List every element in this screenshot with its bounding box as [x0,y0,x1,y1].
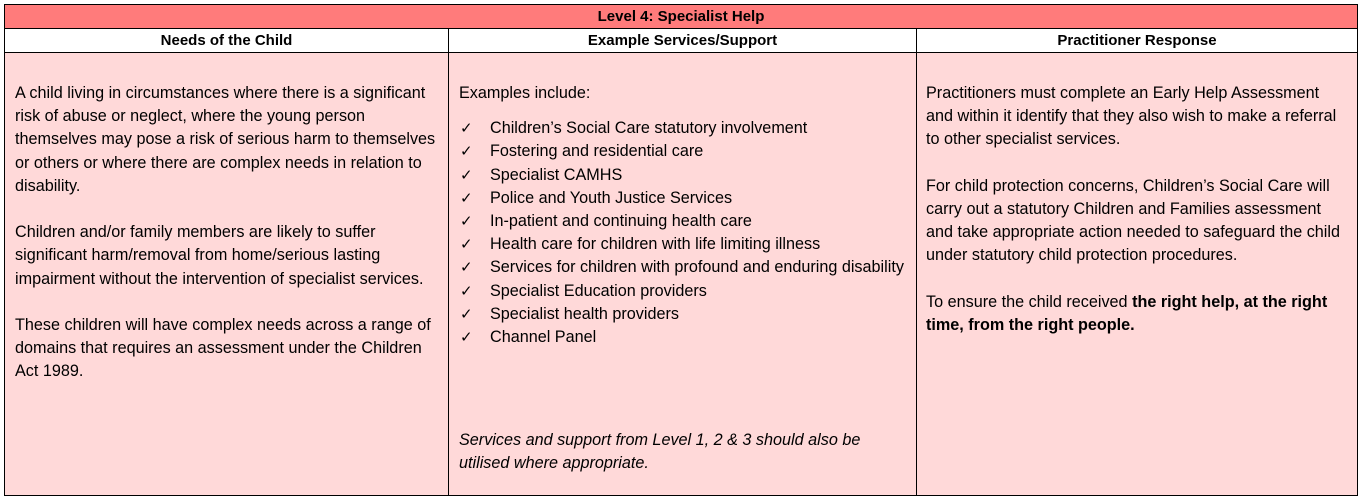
response-paragraph: To ensure the child received the right help, at the right time, from the right people. [926,292,1328,334]
services-cell [449,53,916,495]
services-note: Services and support from Level 1, 2 & 3 should also be utilised where appropriate. [459,431,861,473]
header-row [5,29,1357,53]
check-icon: ✓ [460,142,473,161]
column-divider [916,29,917,495]
list-item: ✓ Fostering and residential care [459,140,908,163]
check-icon: ✓ [460,165,473,184]
check-icon: ✓ [460,235,473,254]
response-emphasis: the right help, at the right time, from the right people. [926,292,1328,334]
needs-paragraph: A child living in circumstances where there is a significant risk of abuse or neglect, where the young person themselves may pose a risk of serious harm to themselves or others or where there are complex needs in relation to disability. [15,84,436,195]
needs-paragraph: Children and/or family members are likely to suffer significant harm/removal from home/serious lasting impairment without the intervention of specialist services. [15,223,424,288]
header-practitioner-response: Practitioner Response [1057,32,1217,49]
table-title: Level 4: Specialist Help [5,5,1357,29]
list-item: ✓ Services for children with profound and enduring disability [459,256,908,279]
list-item: ✓ Health care for children with life limiting illness [459,233,908,256]
check-icon: ✓ [460,258,473,277]
check-icon: ✓ [460,212,473,231]
check-icon: ✓ [460,304,473,323]
needs-cell [5,53,448,495]
list-item: ✓ Specialist health providers [459,303,908,326]
column-divider [448,29,449,495]
list-item: ✓ In-patient and continuing health care [459,210,908,233]
response-paragraph: For child protection concerns, Children’s Social Care will carry out a statutory Children and Families assessment and take appropriate action needed to safeguard the child under statutory child protection procedures. [926,176,1340,265]
check-icon: ✓ [460,281,473,300]
response-cell [917,53,1357,495]
header-needs-of-child: Needs of the Child [160,32,293,49]
header-example-services: Example Services/Support [587,32,778,49]
level-4-table [4,4,1358,496]
response-paragraph: Practitioners must complete an Early Help Assessment and within it identify that they also wish to make a referral to other specialist services. [926,84,1337,149]
list-item: ✓ Police and Youth Justice Services [459,187,908,210]
services-list [459,117,908,349]
services-intro: Examples include: [459,84,591,102]
check-icon: ✓ [460,188,473,207]
list-item: ✓ Children’s Social Care statutory involvement [459,117,908,140]
body-row [5,53,1357,495]
list-item: ✓ Specialist Education providers [459,280,908,303]
check-icon: ✓ [460,119,473,138]
list-item: ✓ Specialist CAMHS [459,164,908,187]
needs-paragraph: These children will have complex needs across a range of domains that requires an assessment under the Children Act 1989. [15,316,431,381]
check-icon: ✓ [460,328,473,347]
list-item: ✓ Channel Panel [459,326,908,349]
